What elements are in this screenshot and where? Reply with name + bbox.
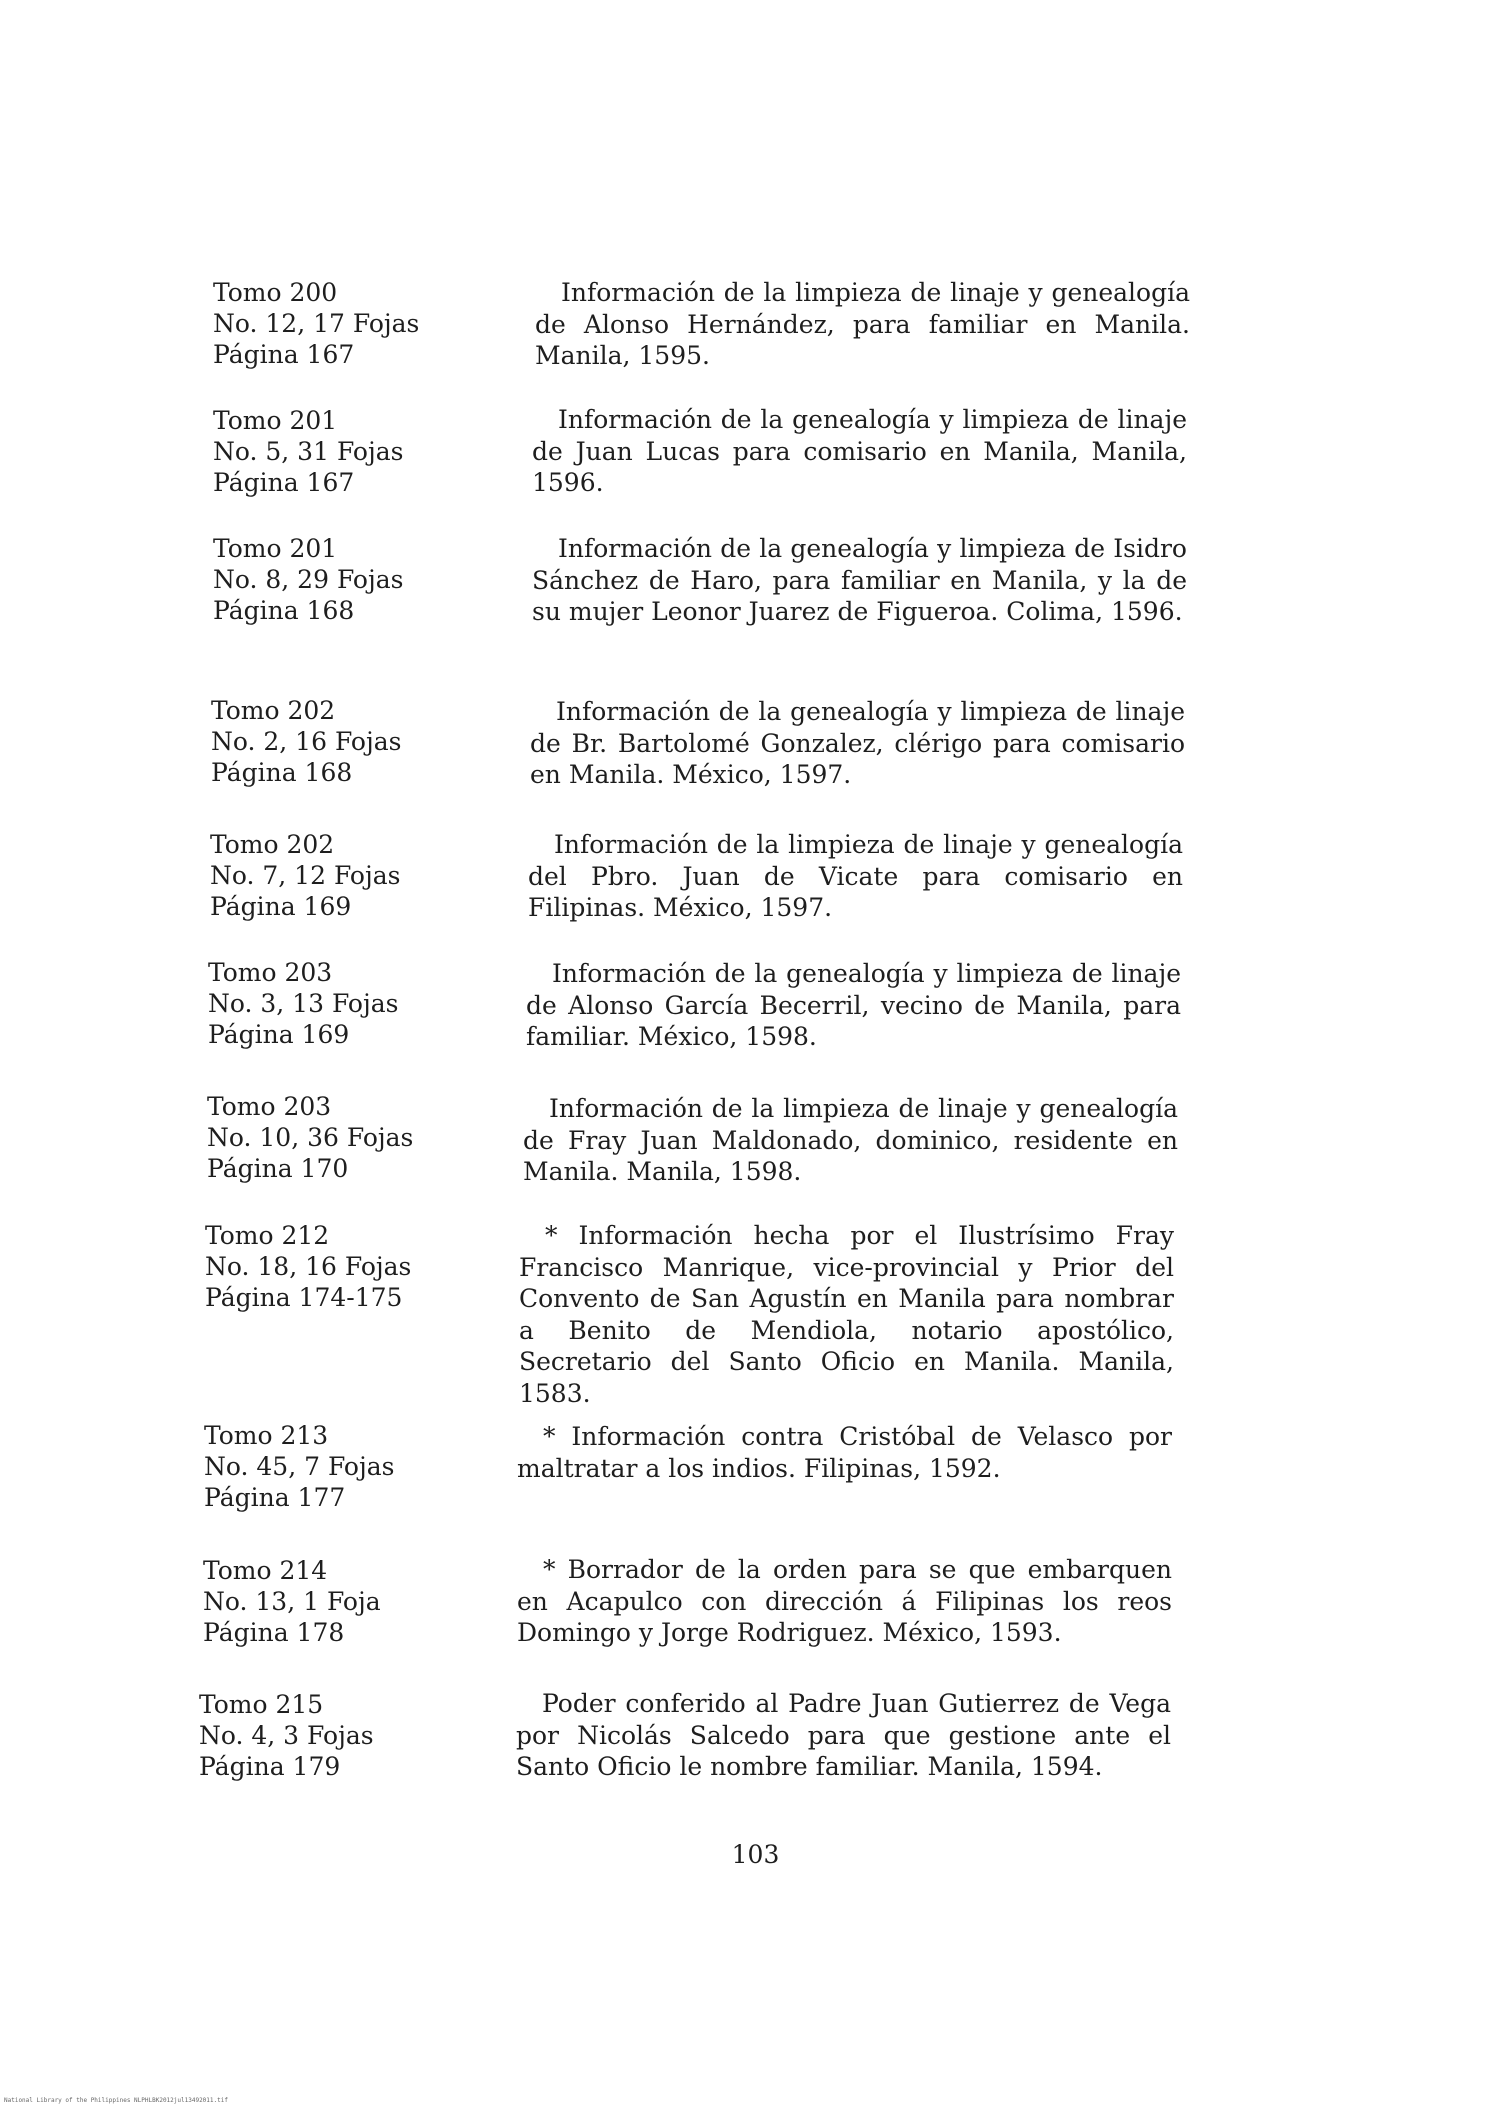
entry-tomo: Tomo 212 [205,1221,330,1250]
entry-description [532,404,1187,499]
entry-pagina: Página 177 [204,1483,346,1512]
entry-tomo: Tomo 202 [210,830,335,859]
entry-description [532,533,1187,628]
entry-tomo: Tomo 214 [203,1556,328,1585]
entry-pagina: Página 179 [199,1752,341,1781]
entry-tomo: Tomo 203 [207,1092,332,1121]
entry-description [526,958,1181,1053]
scan-footer: National Library of the Philippines NLPHLBK2012jul13492011.tif [4,2097,228,2104]
entry-description [535,277,1190,372]
entry-no: No. 10, 36 Fojas [207,1123,414,1152]
entry-tomo: Tomo 200 [213,278,338,307]
entry-pagina: Página 168 [211,758,353,787]
entry-description [517,1421,1172,1484]
entry-no: No. 3, 13 Fojas [208,989,399,1018]
entry-reference [210,829,470,922]
entry-text: Información de la genealogía y limpieza de Isidro Sánchez de Haro, para familiar en Manila, y la de su mujer Leonor Juarez de Figueroa. Colima, 1596. [532,534,1187,626]
entry-text: Información de la genealogía y limpieza de linaje de Juan Lucas para comisario en Manila, Manila, 1596. [532,405,1187,497]
entry-text: Información de la genealogía y limpieza de linaje de Br. Bartolomé Gonzalez, clérigo para comisario en Manila. México, 1597. [530,697,1185,789]
entry-description [530,696,1185,791]
entry-reference [213,277,473,370]
entry-reference [207,1091,467,1184]
entry-description [517,1554,1172,1649]
entry-tomo: Tomo 213 [204,1421,329,1450]
entry-pagina: Página 170 [207,1154,349,1183]
entry-description [523,1093,1178,1188]
entry-no: No. 13, 1 Foja [203,1587,381,1616]
entry-tomo: Tomo 202 [211,696,336,725]
entry-no: No. 2, 16 Fojas [211,727,402,756]
page-number: 103 [731,1840,780,1869]
entry-pagina: Página 174-175 [205,1283,403,1312]
entry-no: No. 18, 16 Fojas [205,1252,412,1281]
entry-reference [211,695,471,788]
entry-text: Poder conferido al Padre Juan Gutierrez de Vega por Nicolás Salcedo para que gestione ante el Santo Oficio le nombre familiar. Manila, 1594. [516,1689,1171,1781]
entry-description [519,1220,1174,1409]
entry-no: No. 45, 7 Fojas [204,1452,395,1481]
entry-no: No. 8, 29 Fojas [213,565,404,594]
entry-no: No. 7, 12 Fojas [210,861,401,890]
entry-text: Información de la genealogía y limpieza de linaje de Alonso García Becerril, vecino de Manila, para familiar. México, 1598. [526,959,1181,1051]
entry-pagina: Página 167 [213,468,355,497]
entry-reference [213,533,473,626]
entry-reference [205,1220,465,1313]
entry-text: * Información contra Cristóbal de Velasco por maltratar a los indios. Filipinas, 1592. [517,1422,1172,1483]
entry-pagina: Página 167 [213,340,355,369]
entry-pagina: Página 178 [203,1618,345,1647]
entry-description [528,829,1183,924]
entry-text: * Información hecha por el Ilustrísimo Fray Francisco Manrique, vice-provincial y Prior del Convento de San Agustín en Manila para nombrar a Benito de Mendiola, notario apostólico, Secretario del Santo Oficio en Manila. Manila, 1583. [519,1221,1174,1408]
entry-pagina: Página 169 [210,892,352,921]
entry-tomo: Tomo 201 [213,534,338,563]
entry-tomo: Tomo 201 [213,406,338,435]
entry-tomo: Tomo 203 [208,958,333,987]
entry-reference [204,1420,464,1513]
entry-reference [199,1689,459,1782]
entry-reference [208,957,468,1050]
entry-pagina: Página 169 [208,1020,350,1049]
entry-description [516,1688,1171,1783]
entry-reference [213,405,473,498]
entry-text: Información de la limpieza de linaje y genealogía de Fray Juan Maldonado, dominico, residente en Manila. Manila, 1598. [523,1094,1178,1186]
entry-pagina: Página 168 [213,596,355,625]
entry-reference [203,1555,463,1648]
entry-text: Información de la limpieza de linaje y genealogía de Alonso Hernández, para familiar en Manila. Manila, 1595. [535,278,1190,370]
entry-text: Información de la limpieza de linaje y genealogía del Pbro. Juan de Vicate para comisario en Filipinas. México, 1597. [528,830,1183,922]
entry-no: No. 5, 31 Fojas [213,437,404,466]
entry-tomo: Tomo 215 [199,1690,324,1719]
entry-text: * Borrador de la orden para se que embarquen en Acapulco con dirección á Filipinas los reos Domingo y Jorge Rodriguez. México, 1593. [517,1555,1172,1647]
entry-no: No. 12, 17 Fojas [213,309,420,338]
entry-no: No. 4, 3 Fojas [199,1721,374,1750]
